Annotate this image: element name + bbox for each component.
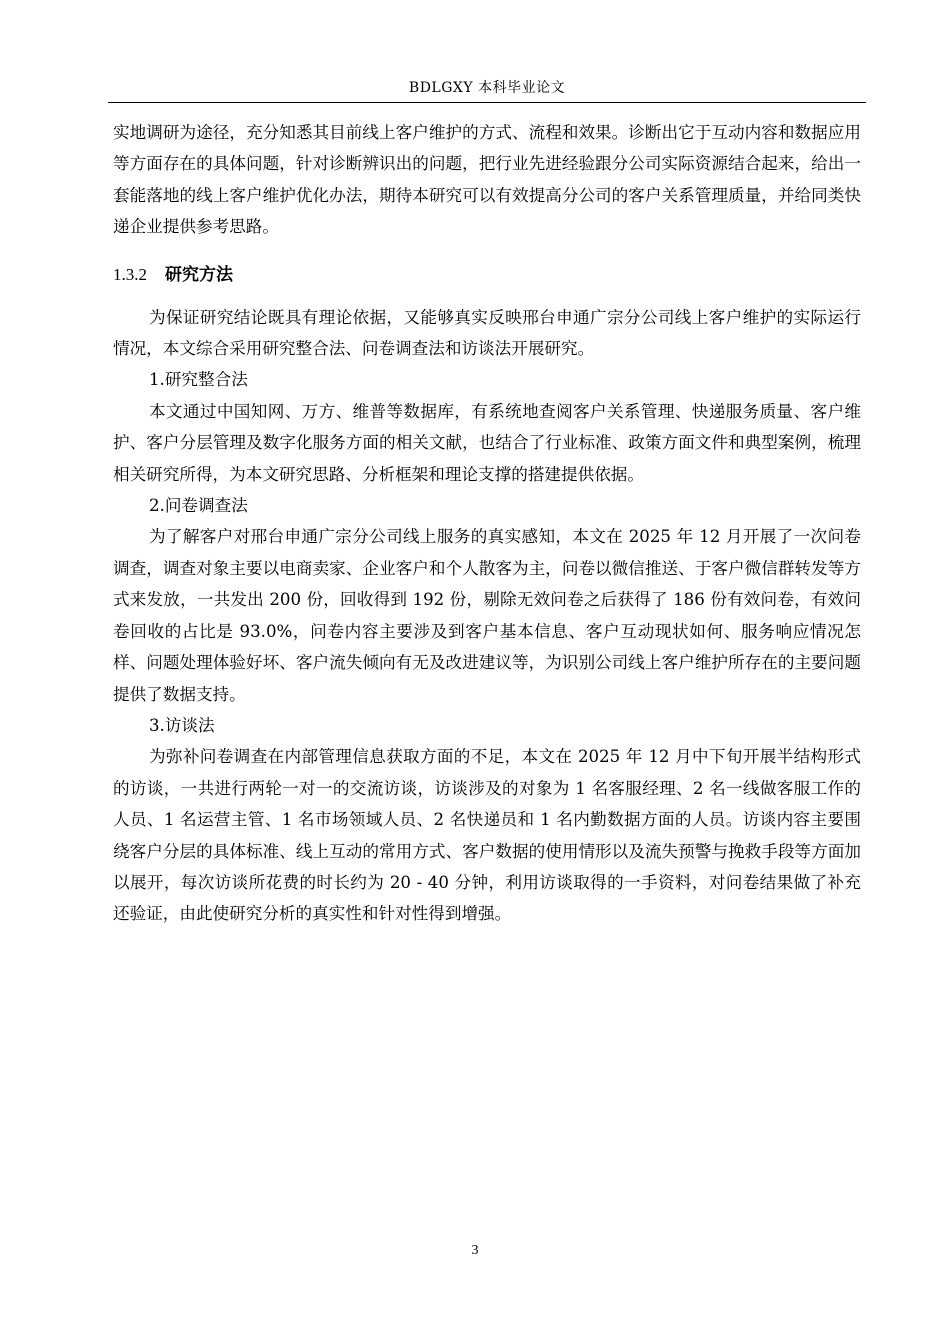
method-heading-questionnaire: 2.问卷调查法 <box>149 496 248 516</box>
page-header <box>108 78 866 103</box>
method-body-questionnaire: 为了解客户对邢台申通广宗分公司线上服务的真实感知，本文在 2025 年 12 月开展了一次问卷调查，调查对象主要以电商卖家、企业客户和个人散客为主，问卷以微信推送、于客户微信群转发等方式来发放，一共发出 200 份，回收得到 192 份，剔除无效问卷之后获得了 186 份有效问卷，有效问卷回收的占比是 93.0%，问卷内容主要涉及到客户基本信息、客户互动现状如何、服务响应情况怎样、问题处理体验好坏、客户流失倾向有无及改进建议等，为识别公司线上客户维护所存在的主要问题提供了数据支持。 <box>113 527 861 704</box>
intro-paragraph: 实地调研为途径，充分知悉其目前线上客户维护的方式、流程和效果。诊断出它于互动内容和数据应用等方面存在的具体问题，针对诊断辨识出的问题，把行业先进经验跟分公司实际资源结合起来，给出一套能落地的线上客户维护优化办法，期待本研究可以有效提高分公司的客户关系管理质量，并给同类快递企业提供参考思路。 <box>113 123 861 237</box>
header-text: BDLGXY 本科毕业论文 <box>408 80 566 96</box>
page-number: 3 <box>471 1243 479 1258</box>
section-number: 1.3.2 <box>113 264 147 284</box>
method-heading-interview: 3.访谈法 <box>149 715 215 735</box>
method-body-interview: 为弥补问卷调查在内部管理信息获取方面的不足，本文在 2025 年 12 月中下旬开展半结构形式的访谈，一共进行两轮一对一的交流访谈，访谈涉及的对象为 1 名客服经理、2 名一线做客服工作的人员、1 名运营主管、1 名市场领域人员、2 名快递员和 1 名内勤数据方面的人员。访谈内容主要围绕客户分层的具体标准、线上互动的常用方式、客户数据的使用情形以及流失预警与挽救手段等方面加以展开，每次访谈所花费的时长约为 20 - 40 分钟，利用访谈取得的一手资料，对问卷结果做了补充还验证，由此使研究分析的真实性和针对性得到增强。 <box>113 747 861 924</box>
method-body-literature: 本文通过中国知网、万方、维普等数据库，有系统地查阅客户关系管理、快递服务质量、客户维护、客户分层管理及数字化服务方面的相关文献，也结合了行业标准、政策方面文件和典型案例，梳理相关研究所得，为本文研究思路、分析框架和理论支撑的搭建提供依据。 <box>113 401 861 484</box>
section-title: 研究方法 <box>165 264 233 285</box>
section-lead-paragraph: 为保证研究结论既具有理论依据，又能够真实反映邢台申通广宗分公司线上客户维护的实际运行情况，本文综合采用研究整合法、问卷调查法和访谈法开展研究。 <box>113 307 861 359</box>
page-body <box>113 117 861 930</box>
section-heading <box>113 260 861 290</box>
method-heading-literature: 1.研究整合法 <box>149 370 248 390</box>
